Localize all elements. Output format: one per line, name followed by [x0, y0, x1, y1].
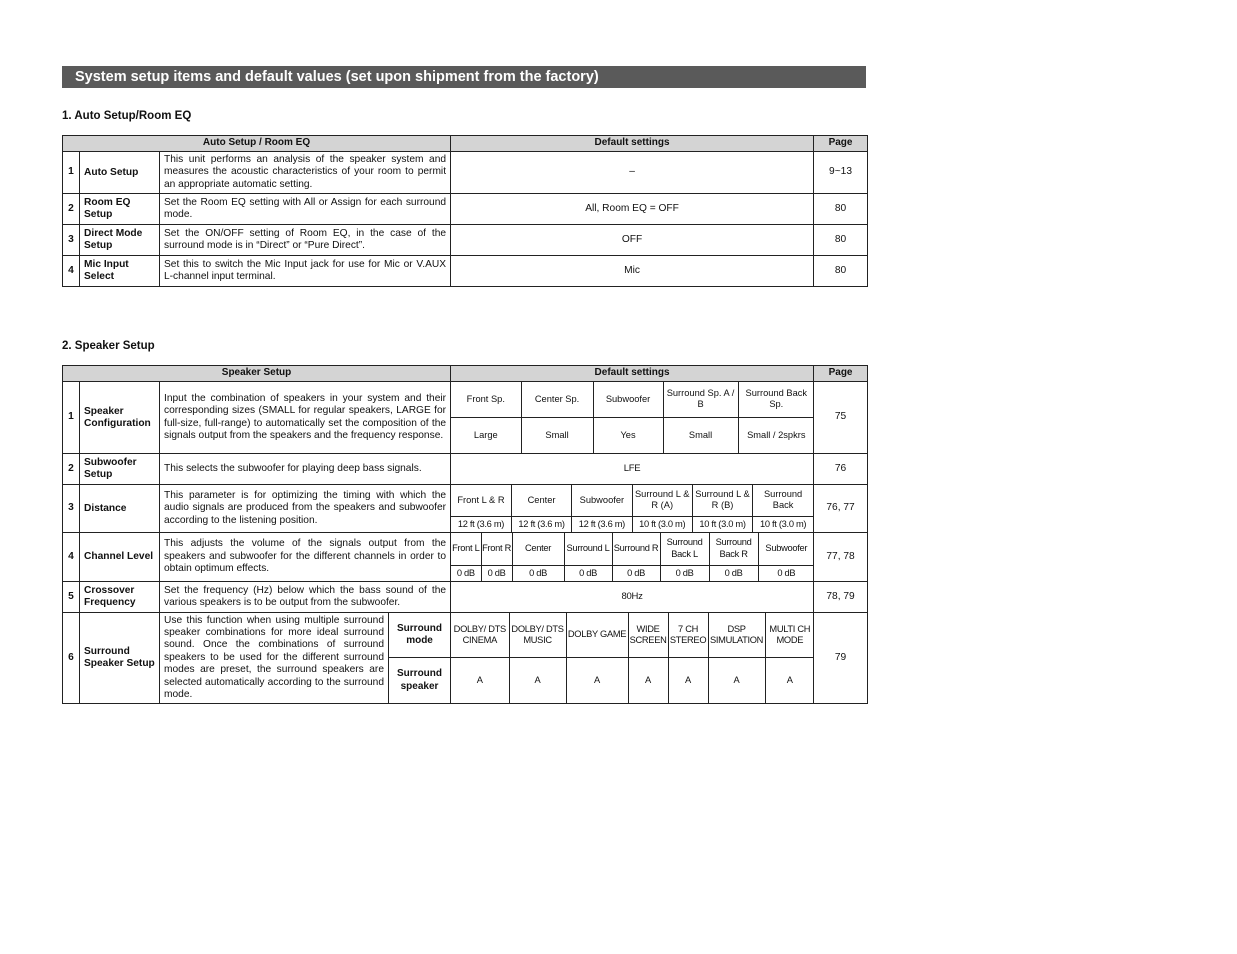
table-row [63, 533, 868, 582]
level-value: 0 dB [481, 565, 512, 581]
level-value: 0 dB [758, 565, 814, 581]
speaker-value: Small / 2spkrs [738, 417, 814, 453]
row-number: 1 [63, 152, 80, 194]
row-name: Auto Setup [80, 152, 160, 194]
row-name: Speaker Configuration [80, 382, 160, 454]
surround-mode: DSP SIMULATION [708, 613, 765, 657]
row-page: 76, 77 [814, 485, 868, 533]
speaker-label: Surround Back [753, 485, 813, 516]
table-row [63, 382, 868, 454]
distance-value: 12 ft (3.6 m) [451, 516, 511, 532]
speaker-label: Subwoofer [593, 382, 663, 417]
level-value: 0 dB [612, 565, 660, 581]
speaker-label: Center Sp. [521, 382, 593, 417]
row-page: 80 [814, 225, 868, 256]
surround-mode: MULTI CH MODE [765, 613, 814, 657]
row-default: – [451, 152, 814, 194]
row-default: LFE [451, 454, 814, 485]
row-default: All, Room EQ = OFF [451, 194, 814, 225]
row-description: This adjusts the volume of the signals output from the speakers and subwoofer for the different channels in order to obtain optimum effects. [160, 533, 451, 582]
surround-speaker: A [451, 658, 509, 703]
row-description: Set the ON/OFF setting of Room EQ, in the case of the surround mode is in “Direct” or “Pure Direct”. [160, 225, 451, 256]
speaker-label: Surround L & R (B) [692, 485, 752, 516]
speaker-label: Surround Back L [660, 533, 709, 565]
distance-value: 10 ft (3.0 m) [753, 516, 813, 532]
row-page: 80 [814, 256, 868, 287]
row-page: 77, 78 [814, 533, 868, 582]
row-page: 80 [814, 194, 868, 225]
col-header-item: Speaker Setup [63, 366, 451, 382]
row-name: Room EQ Setup [80, 194, 160, 225]
row-description: Input the combination of speakers in your system and their corresponding sizes (SMALL for regular speakers, LARGE for full-size, full-range) to automatically set the composition of the signals output from the speakers and the frequency response. [160, 382, 451, 454]
table-row [63, 613, 868, 658]
table-row [63, 194, 868, 225]
row-description: Set the frequency (Hz) below which the bass sound of the various speakers is to be output from the subwoofer. [160, 582, 451, 613]
row-page: 75 [814, 382, 868, 454]
surround-mode: DOLBY GAME [566, 613, 628, 657]
distance-value: 10 ft (3.0 m) [692, 516, 752, 532]
speaker-value: Small [521, 417, 593, 453]
row-number: 2 [63, 454, 80, 485]
speaker-label: Center [511, 485, 571, 516]
surround-mode: DOLBY/ DTS CINEMA [451, 613, 509, 657]
table-row [63, 225, 868, 256]
speaker-value: Large [451, 417, 521, 453]
distance-defaults [451, 485, 814, 533]
speaker-value: Yes [593, 417, 663, 453]
row-description: This selects the subwoofer for playing deep bass signals. [160, 454, 451, 485]
level-value: 0 dB [451, 565, 481, 581]
speaker-value: Small [663, 417, 738, 453]
row-description: This unit performs an analysis of the speaker system and measures the acoustic characteristics of your room to permit an appropriate automatic setting. [160, 152, 451, 194]
table-row [63, 152, 868, 194]
surround-speaker-cells [451, 658, 814, 704]
row-name: Direct Mode Setup [80, 225, 160, 256]
distance-value: 12 ft (3.6 m) [511, 516, 571, 532]
surround-mode: WIDE SCREEN [628, 613, 668, 657]
speaker-setup-table [62, 365, 868, 704]
speaker-label: Surround L [564, 533, 612, 565]
speaker-config-defaults [451, 382, 814, 454]
row-name: Mic Input Select [80, 256, 160, 287]
surround-speaker: A [708, 658, 765, 703]
speaker-label: Surround Sp. A / B [663, 382, 738, 417]
surround-mode-label: Surround mode [389, 613, 451, 658]
surround-mode: 7 CH STEREO [668, 613, 708, 657]
row-number: 3 [63, 225, 80, 256]
speaker-label: Front Sp. [451, 382, 521, 417]
col-header-default: Default settings [451, 136, 814, 152]
distance-value: 10 ft (3.0 m) [632, 516, 692, 532]
row-default: 80Hz [451, 582, 814, 613]
row-number: 2 [63, 194, 80, 225]
row-page: 78, 79 [814, 582, 868, 613]
row-description: Set the Room EQ setting with All or Assign for each surround mode. [160, 194, 451, 225]
level-value: 0 dB [512, 565, 564, 581]
section1-heading: 1. Auto Setup/Room EQ [62, 110, 192, 122]
row-default: Mic [451, 256, 814, 287]
col-header-item: Auto Setup / Room EQ [63, 136, 451, 152]
col-header-page: Page [814, 136, 868, 152]
section2-heading: 2. Speaker Setup [62, 340, 155, 352]
surround-speaker: A [765, 658, 814, 703]
row-name: Crossover Frequency [80, 582, 160, 613]
col-header-page: Page [814, 366, 868, 382]
surround-speaker-label: Surround speaker [389, 658, 451, 704]
surround-speaker: A [668, 658, 708, 703]
distance-value: 12 ft (3.6 m) [572, 516, 632, 532]
row-name: Surround Speaker Setup [80, 613, 160, 704]
level-value: 0 dB [709, 565, 758, 581]
table-row [63, 256, 868, 287]
row-page: 76 [814, 454, 868, 485]
channel-level-defaults [451, 533, 814, 582]
row-description: This parameter is for optimizing the timing with which the audio signals are produced from the speakers and subwoofer according to the listening position. [160, 485, 451, 533]
speaker-label: Surround R [612, 533, 660, 565]
row-description: Set this to switch the Mic Input jack for use for Mic or V.AUX L-channel input terminal. [160, 256, 451, 287]
speaker-label: Surround Back Sp. [738, 382, 814, 417]
level-value: 0 dB [660, 565, 709, 581]
surround-mode-cells [451, 613, 814, 658]
row-page: 79 [814, 613, 868, 704]
row-name: Distance [80, 485, 160, 533]
row-number: 3 [63, 485, 80, 533]
row-name: Subwoofer Setup [80, 454, 160, 485]
speaker-label: Front L [451, 533, 481, 565]
auto-setup-table [62, 135, 868, 287]
speaker-label: Front R [481, 533, 512, 565]
page-banner-title: System setup items and default values (set upon shipment from the factory) [62, 66, 866, 88]
table-row [63, 582, 868, 613]
surround-speaker: A [509, 658, 566, 703]
row-number: 4 [63, 533, 80, 582]
row-default: OFF [451, 225, 814, 256]
row-number: 6 [63, 613, 80, 704]
speaker-label: Center [512, 533, 564, 565]
speaker-label: Surround L & R (A) [632, 485, 692, 516]
row-name: Channel Level [80, 533, 160, 582]
speaker-label: Surround Back R [709, 533, 758, 565]
row-number: 5 [63, 582, 80, 613]
table-row [63, 485, 868, 533]
surround-speaker: A [628, 658, 668, 703]
level-value: 0 dB [564, 565, 612, 581]
surround-mode: DOLBY/ DTS MUSIC [509, 613, 566, 657]
speaker-label: Front L & R [451, 485, 511, 516]
speaker-label: Subwoofer [572, 485, 632, 516]
speaker-label: Subwoofer [758, 533, 814, 565]
row-number: 1 [63, 382, 80, 454]
row-page: 9~13 [814, 152, 868, 194]
row-description: Use this function when using multiple surround speaker combinations for more ideal surround sound. Once the combinations of surround speakers to be used for the different surround modes are preset, the surround speakers are selected automatically according to the surround mode. [160, 613, 389, 704]
row-number: 4 [63, 256, 80, 287]
col-header-default: Default settings [451, 366, 814, 382]
table-row [63, 454, 868, 485]
surround-speaker: A [566, 658, 628, 703]
